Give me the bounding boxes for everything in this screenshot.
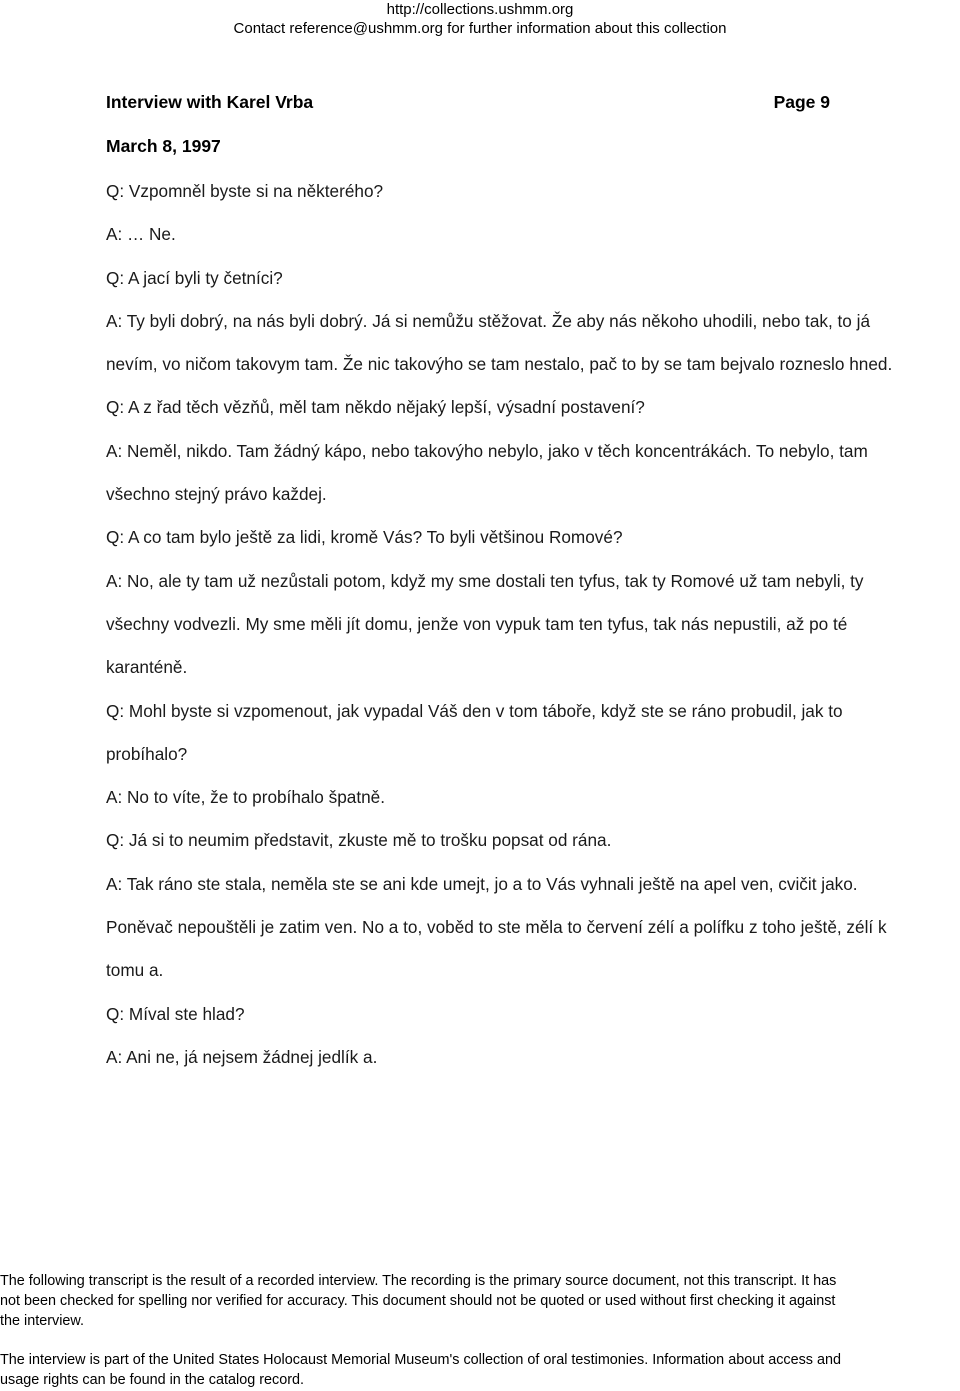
disclaimer-footer <box>0 1271 960 1331</box>
transcript-paragraph: A: No, ale ty tam už nezůstali potom, když my sme dostali ten tyfus, tak ty Romové už tam nebyli, ty všechny vodvezli. My sme měli jít domu, jenže von vypuk tam ten tyfus, tak nás nepustili, až po té karanténě. <box>106 570 864 678</box>
transcript-paragraph: Q: Míval ste hlad? <box>106 1003 245 1024</box>
disclaimer-line: not been checked for spelling nor verified for accuracy. This document should not be quoted or used without first checking it against <box>0 1293 836 1309</box>
disclaimer-line: the interview. <box>0 1313 84 1329</box>
transcript-paragraph: Q: Já si to neumim představit, zkuste mě to trošku popsat od rána. <box>106 830 612 851</box>
collection-url: http://collections.ushmm.org <box>386 1 574 18</box>
transcript-paragraph: Q: Vzpomněl byste si na některého? <box>106 181 384 201</box>
interview-title: Interview with Karel Vrba <box>106 92 314 112</box>
contact-line: Contact reference@ushmm.org for further information about this collection <box>233 20 727 37</box>
page-header <box>0 0 960 38</box>
transcript-paragraph: A: Tak ráno ste stala, neměla ste se ani kde umejt, jo a to Vás vyhnali ještě na apel ven, cvičit jako. Poněvač nepouštěli je zatim ven. No a to, voběd to ste měla to červení zélí a polífku z toho ještě, zélí k tomu a. <box>106 873 887 981</box>
disclaimer-line: The following transcript is the result of a recorded interview. The recording is the primary source document, not this transcript. It has <box>0 1273 837 1289</box>
transcript-body <box>106 170 896 1079</box>
transcript-paragraph: A: Ty byli dobrý, na nás byli dobrý. Já si nemůžu stěžovat. Že aby nás někoho uhodili, nebo tak, to já nevím, vo ničom takovym tam. Že nic takovýho se tam nestalo, pač to by se tam bejvalo rozneslo hned. <box>106 310 893 375</box>
page-number: Page 9 <box>773 92 830 112</box>
transcript-paragraph: Q: A z řad těch vězňů, měl tam někdo nějaký lepší, výsadní postavení? <box>106 397 645 418</box>
transcript-paragraph: Q: Mohl byste si vzpomenout, jak vypadal Váš den v tom táboře, když ste se ráno probudil, jak to probíhalo? <box>106 700 843 764</box>
transcript-paragraph: A: … Ne. <box>106 224 176 245</box>
collection-footer <box>0 1350 960 1390</box>
transcript-paragraph: A: Neměl, nikdo. Tam žádný kápo, nebo takovýho nebylo, jako v těch koncentrákách. To nebylo, tam všechno stejný právo každej. <box>106 440 868 505</box>
transcript-paragraph: Q: A co tam bylo ještě za lidi, kromě Vás? To byli většinou Romové? <box>106 527 623 548</box>
transcript-paragraph: A: No to víte, že to probíhalo špatně. <box>106 787 385 808</box>
title-row <box>106 92 830 116</box>
collection-line: The interview is part of the United States Holocaust Memorial Museum's collection of oral testimonies. Information about access and <box>0 1352 841 1368</box>
collection-line: usage rights can be found in the catalog record. <box>0 1372 305 1388</box>
transcript-paragraph: A: Ani ne, já nejsem žádnej jedlík a. <box>106 1046 378 1067</box>
interview-date: March 8, 1997 <box>106 136 221 156</box>
transcript-paragraph: Q: A jací byli ty četníci? <box>106 267 283 288</box>
